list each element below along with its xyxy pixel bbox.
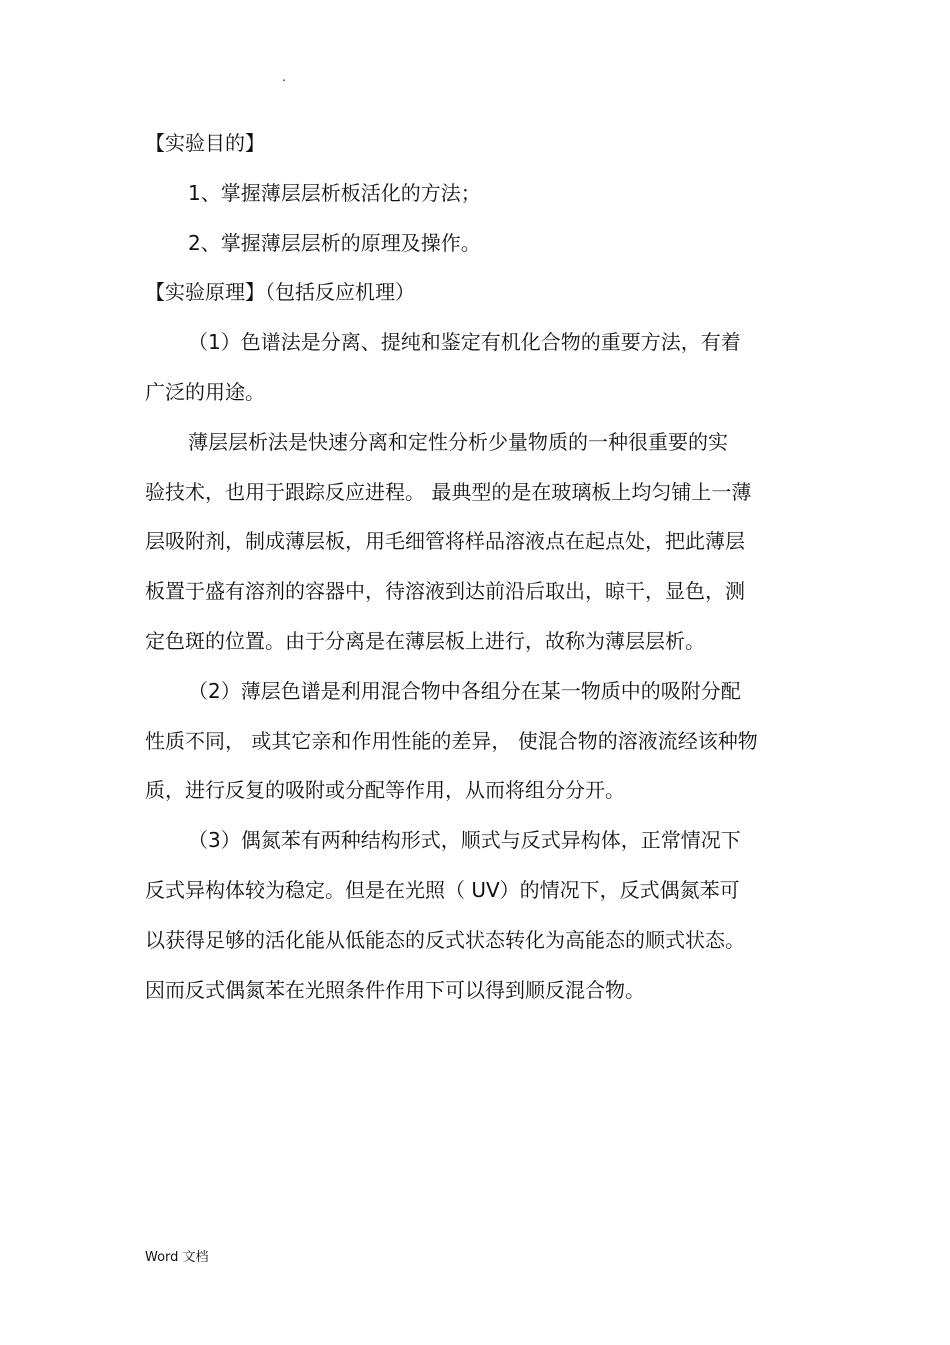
paragraph-line: 板置于盛有溶剂的容器中，待溶液到达前沿后取出，晾干，显色，测 bbox=[145, 579, 745, 603]
header-dot: . bbox=[282, 70, 286, 84]
paragraph-line: 质，进行反复的吸附或分配等作用，从而将组分分开。 bbox=[145, 778, 625, 802]
section-heading-principle: 【实验原理】（包括反应机理） bbox=[145, 280, 415, 304]
paragraph-line: 薄层层析法是快速分离和定性分析少量物质的一种很重要的实 bbox=[188, 430, 728, 454]
paragraph-line: 验技术，也用于跟踪反应进程。 最典型的是在玻璃板上均匀铺上一薄 bbox=[145, 480, 752, 504]
paragraph-line: （3）偶氮苯有两种结构形式，顺式与反式异构体，正常情况下 bbox=[188, 828, 741, 852]
paragraph-line: 性质不同， 或其它亲和作用性能的差异， 使混合物的溶液流经该种物 bbox=[145, 729, 758, 753]
paragraph-line: 反式异构体较为稳定。但是在光照（ UV）的情况下，反式偶氮苯可 bbox=[145, 878, 740, 902]
purpose-item-2: 2、掌握薄层层析的原理及操作。 bbox=[188, 231, 481, 255]
paragraph-line: 以获得足够的活化能从低能态的反式状态转化为高能态的顺式状态。 bbox=[145, 928, 745, 952]
paragraph-line: （2）薄层色谱是利用混合物中各组分在某一物质中的吸附分配 bbox=[188, 679, 741, 703]
section-heading-purpose: 【实验目的】 bbox=[145, 131, 265, 155]
purpose-item-1: 1、掌握薄层层析板活化的方法； bbox=[188, 181, 481, 205]
paragraph-line: 广泛的用途。 bbox=[145, 380, 265, 404]
paragraph-line: 因而反式偶氮苯在光照条件作用下可以得到顺反混合物。 bbox=[145, 978, 645, 1002]
paragraph-line: 定色斑的位置。由于分离是在薄层板上进行，故称为薄层层析。 bbox=[145, 629, 705, 653]
paragraph-line: 层吸附剂，制成薄层板，用毛细管将样品溶液点在起点处，把此薄层 bbox=[145, 529, 745, 553]
paragraph-line: （1）色谱法是分离、提纯和鉴定有机化合物的重要方法，有着 bbox=[188, 330, 741, 354]
page-footer: Word 文档 bbox=[145, 1250, 209, 1265]
